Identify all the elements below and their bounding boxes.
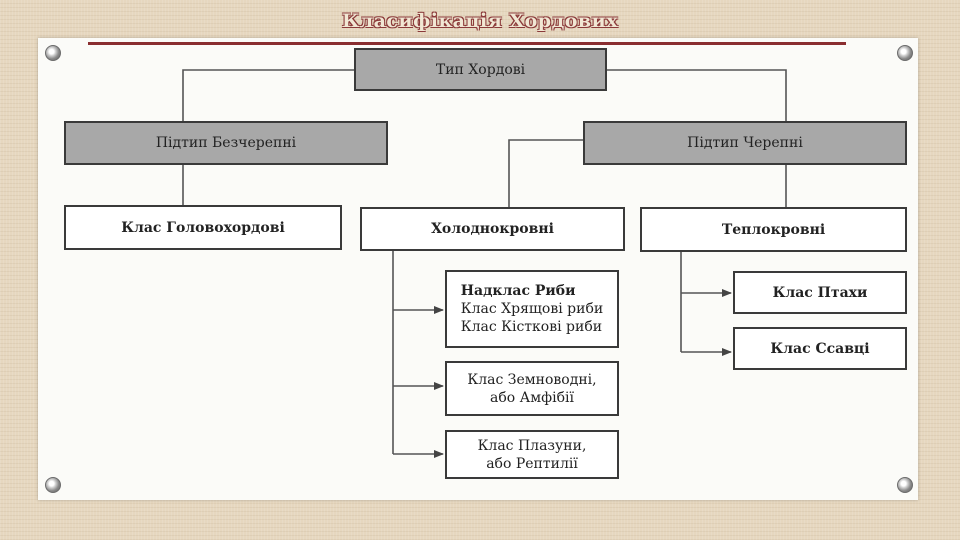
- node-class-mammals-label: Клас Ссавці: [770, 340, 870, 357]
- node-class-cephalochordata-label: Клас Головохордові: [121, 219, 285, 236]
- node-class-cephalochordata: [64, 205, 342, 250]
- node-superclass-fish: [445, 270, 619, 348]
- node-warm-blooded-label: Теплокровні: [721, 221, 826, 238]
- node-class-birds-label: Клас Птахи: [772, 284, 868, 301]
- node-class-bony-fish-label: Клас Кісткові риби: [460, 319, 603, 335]
- slide-title: Класифікація Хордових: [341, 10, 619, 32]
- node-warm-blooded: [640, 207, 907, 252]
- node-subphylum-craniata-label: Підтип Черепні: [687, 135, 803, 151]
- node-class-reptiles-line1: Клас Плазуни,: [477, 437, 587, 454]
- node-subphylum-acrania-label: Підтип Безчерепні: [155, 135, 297, 151]
- node-class-amphibians-line1: Клас Земноводні,: [467, 371, 597, 388]
- node-cold-blooded-label: Холоднокровні: [431, 221, 554, 237]
- connector-root-to-acrania: [183, 70, 355, 122]
- node-cold-blooded: [360, 207, 625, 251]
- node-phylum-chordata: [354, 48, 607, 91]
- node-subphylum-acrania: [64, 121, 388, 165]
- node-subphylum-craniata: [583, 121, 907, 165]
- node-superclass-fish-label: Надклас Риби: [460, 283, 576, 299]
- node-class-cartilaginous-fish-label: Клас Хрящові риби: [460, 301, 604, 317]
- node-class-amphibians-line2: або Амфібії: [490, 389, 574, 406]
- node-phylum-chordata-label: Тип Хордові: [435, 61, 526, 78]
- node-class-amphibians: [445, 361, 619, 416]
- node-class-reptiles-line2: або Рептилії: [486, 455, 578, 472]
- connector-craniata-to-cold: [509, 140, 584, 208]
- node-class-reptiles: [445, 430, 619, 479]
- node-class-mammals: [733, 327, 907, 370]
- connector-root-to-craniata: [607, 70, 786, 122]
- node-class-birds: [733, 271, 907, 314]
